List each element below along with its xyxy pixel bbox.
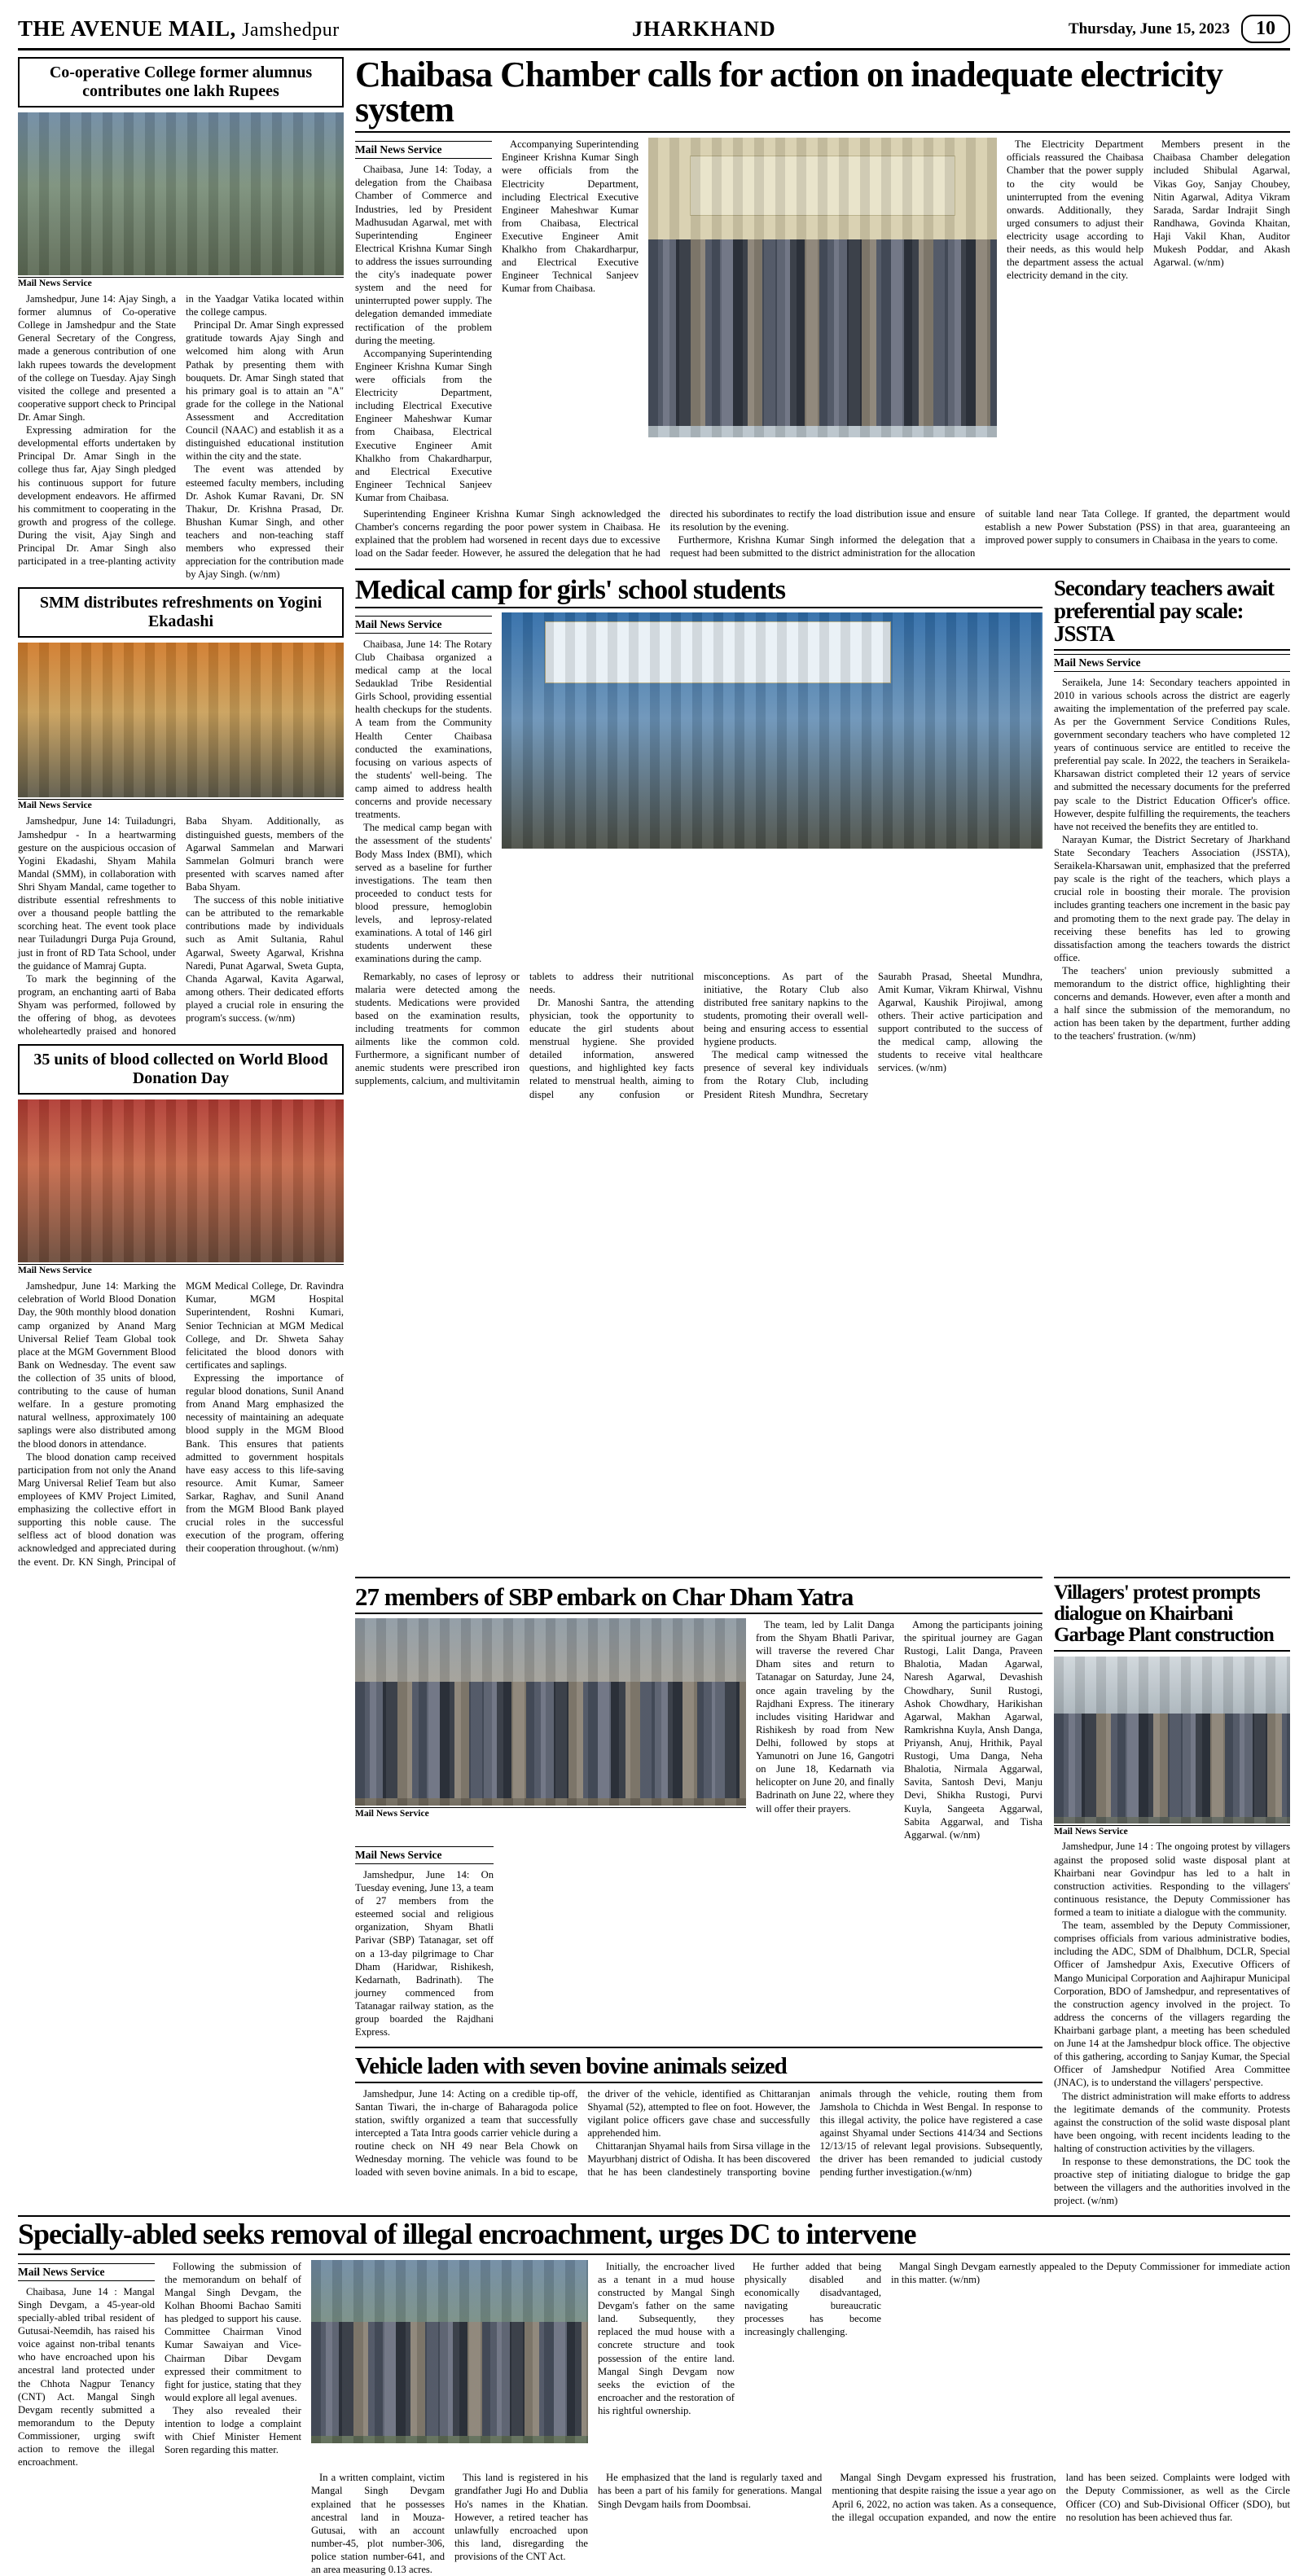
article-encroachment bbox=[18, 2215, 1290, 2576]
encroachment-col5: He further added that being physically disabled and economically disadvantaged, navigating bureaucratic processes has become increasingly challenging. bbox=[744, 2260, 881, 2338]
medical-body-lower: Remarkably, no cases of leprosy or malaria were detected among the students. Medications were provided based on the examination results, including treatments for common ailments like the common cold. Furthermore, a significant number of anemic students were prescribed iron supplements, calcium, and multivitamin tablets to address their nutritional needs. Dr. Manoshi Santra, the attending physician, took the opportunity to educate the girl students about menstrual hygiene. She provided detailed information, answered questions, and highlighted key facts related to menstrual health, aiming to dispel any confusion or misconceptions. As part of the initiative, the Rotary Club also distributed free sanitary napkins to the students, promoting their overall well-being and ensuring access to essential hygiene products. The medical camp witnessed the presence of several key individuals from the Rotary Club, including President Ritesh Mundhra, Secretary Saurabh Prasad, Sheetal Mundhra, Amit Kumar, Vikram Khirwal, Vishnu Agarwal, Kaushik Pirojiwal, among others. Their active participation and support contributed to the success of the medical camp, allowing the students to receive vital healthcare services. (w/nm) bbox=[355, 970, 1042, 1100]
blood-body: Jamshedpur, June 14: Marking the celebration of World Blood Donation Day, the 90th monthly blood donation camp organized by Anand Marg Universal Relief Team Global took place at the MGM Government Blood Bank on Wednesday. The event saw the collection of 35 units of blood, contributing to the cause of human welfare. In a gesture promoting natural wellness, approximately 100 saplings were also distributed among the blood donors in attendance. The blood donation camp received participation from not only the Anand Marg Universal Relief Team but also employees of KMV Project Limited, emphasizing the collective effort in supporting this noble cause. The selfless act of blood donation was acknowledged and appreciated during the event. Dr. KN Singh, Principal of MGM Medical College, Dr. Ravindra Kumar, MGM Hospital Superintendent, Roshni Kumari, Senior Technician at MGM Medical College, and Dr. Shweta Sahay felicitated the blood donors with certificates and saplings. Expressing the importance of regular blood donations, Sunil Anand from Anand Marg emphasized the necessity of maintaining an adequate blood supply in the MGM Blood Bank. This ensures that patients admitted to government hospitals have easy access to this life-saving resource. Amit Kumar, Sameer Sarkar, Raghav, and Sunil Anand from the MGM Blood Bank played crucial roles in the successful execution of the program, offering their cooperation throughout. (w/nm) bbox=[18, 1280, 344, 1568]
chaibasa-body-lower: Superintending Engineer Krishna Kumar Singh acknowledged the Chamber's concerns regarding the poor power system in Chaibasa. He explained that the problem had worsened in recent days due to excessive load on the Sadar feeder. However, he assured the delegation that he had directed his subordinates to rectify the load distribution issue and ensure its resolution by the evening. Furthermore, Krishna Kumar Singh informed the delegation that a request had been submitted to the district administration for the allocation of suitable land near Tata College. If granted, the department would establish a new Power Substation (PSS) in that area, guaranteeing an improved power supply to consumers in Chaibasa in the years to come. bbox=[355, 508, 1290, 560]
smm-photo-caption: Mail News Service bbox=[18, 799, 344, 810]
chaibasa-photo-wrap bbox=[648, 138, 997, 504]
article-char-dham bbox=[355, 1582, 1042, 2039]
chardham-photo-caption: Mail News Service bbox=[355, 1807, 746, 1819]
medical-headline: Medical camp for girls' school students bbox=[355, 577, 1042, 608]
article-smm bbox=[18, 587, 344, 1038]
lower-region bbox=[18, 1577, 1290, 2208]
encroachment-lower-a: In a written complaint, victim Mangal Singh Devgam explained that he possesses ancestral land in Mouza-Gutusai, with an account number-45, plot number-306, police station number-641, and an area measuring 0.13 acres. This land is registered in his grandfather Jugi Ho and Dublia Ho's names in the Khatian. However, a retired teacher has unlawfully encroached upon this land, disregarding the provisions of the CNT Act. bbox=[311, 2472, 588, 2576]
article-villagers bbox=[1054, 1577, 1290, 2208]
encroachment-headline: Specially-abled seeks removal of illegal encroachment, urges DC to intervene bbox=[18, 2220, 1290, 2254]
left-column bbox=[18, 57, 344, 1569]
page-number: 10 bbox=[1241, 15, 1290, 43]
coop-photo-caption: Mail News Service bbox=[18, 277, 344, 288]
chardham-photo bbox=[355, 1618, 746, 1806]
encroachment-col4: Initially, the encroacher lived as a tenant in a mud house constructed by Mangal Singh Devgam's father on the same land. Subsequently, they replaced the mud house with a concrete structure and took possession of the entire land. Mangal Singh Devgam now seeks the eviction of the encroacher and the restoration of his rightful ownership. bbox=[598, 2260, 735, 2416]
article-coop-college bbox=[18, 57, 344, 581]
mid-region bbox=[355, 574, 1290, 1101]
chaibasa-col6: Members present in the Chaibasa Chamber delegation included Shibulal Agarwal, Vikas Goy, Sanjay Choubey, Nitin Agarwal, Aditya Vikram Sarada, Sardar Indrajit Singh Randhawa, Govinda Khaitan, Haji Vakil Khan, Auditor Mukesh Poddar, and Akash Agarwal. (w/nm) bbox=[1153, 138, 1290, 269]
smm-photo bbox=[18, 643, 344, 797]
encroachment-col6: Mangal Singh Devgam earnestly appealed to the Deputy Commissioner for immediate action in this matter. (w/nm) bbox=[891, 2260, 1290, 2285]
top-region bbox=[18, 57, 1290, 1569]
article-bovine bbox=[355, 2055, 1042, 2179]
chardham-headline: 27 members of SBP embark on Char Dham Yatra bbox=[355, 1585, 1042, 1614]
chaibasa-col5: The Electricity Department officials reassured the Chaibasa Chamber that the power supply to the city would be uninterrupted from the evening onwards. Additionally, they urged consumers to adjust their electricity usage according to their needs, as this would help the department assess the actual electricity demand in the city. bbox=[1007, 138, 1143, 282]
masthead-left bbox=[18, 16, 340, 42]
chaibasa-col2: Accompanying Superintending Engineer Krishna Kumar Singh were officials from the Electricity Department, including Electrical Executive Engineer Maheshwar Kumar from Chaibasa, Electrical Executive Engineer Amit Khalkho from Chakardharpur, and Electrical Executive Engineer Technical Sanjeev Kumar from Chaibasa. bbox=[502, 138, 639, 295]
villagers-headline: Villagers' protest prompts dialogue on Khairbani Garbage Plant construction bbox=[1054, 1577, 1290, 1652]
villagers-photo bbox=[1054, 1657, 1290, 1823]
smm-body: Jamshedpur, June 14: Tuiladungri, Jamshedpur - In a heartwarming gesture on the auspicious occasion of Yogini Ekadashi, Shyam Mahila Mandal (SMM), in collaboration with Shri Shyam Mandal, came together to distribute essential refreshments to over a thousand people battling the scorching heat. The event took place near Tuiladungri Durga Puja Ground, just in front of RD Tata School, under the guidance of Mamraj Gupta. To mark the beginning of the program, an enchanting aarti of Baba Shyam was performed, followed by the offering of bhog, as devotees wholeheartedly praised and honored Baba Shyam. Additionally, as distinguished guests, members of the Agarwal Sammelan and Marwari Sammelan Golmuri branch were presented with scarves named after Baba Shyam. The success of this noble initiative can be attributed to the remarkable contributions made by individuals such as Amit Sultania, Rahul Agarwal, Sweety Agarwal, Krishna Naredi, Punat Agarwal, Sweta Gupta, Chanda Agarwal, Kavita Agarwal, among others. Their dedicated efforts played a crucial role in ensuring the program's success. (w/nm) bbox=[18, 815, 344, 1038]
villagers-body: Jamshedpur, June 14 : The ongoing protest by villagers against the proposed solid waste disposal plant at Khairbani near Govindpur has led to a halt in construction activities. Responding to the villagers' continuous resistance, the Deputy Commissioner has formed a team to initiate a dialogue with the community. The team, assembled by the Deputy Commissioner, comprises officials from various administrative bodies, including the ADC, SDM of Dhalbhum, DCLR, Special Officer of Jamshedpur Axis, Executive Officers of Mango Municipal Corporation and Aajhirapur Municipal Corporation, BDO of Jamshedpur, and representatives of the construction agency involved in the project. To address the concerns of the villagers regarding the Khairbani garbage plant, a meeting has been scheduled on June 14 at the Jamshedpur block office. The objective of this gathering, according to Sanjay Kumar, the Special Officer of Jamshedpur Notified Area Committee (JNAC), is to understand the villagers' perspective. The district administration will make efforts to address the legitimate demands of the community. Protests against the construction of the solid waste disposal plant have been ongoing, with recent incidents leading to the halting of construction activities by the villagers. In response to these demonstrations, the DC took the proactive step of initiating dialogue to bridge the gap between the villagers and the authorities involved in the project. (w/nm) bbox=[1054, 1841, 1290, 2207]
medical-photo bbox=[502, 612, 1042, 849]
medical-byline: Mail News Service bbox=[355, 616, 492, 634]
masthead-right bbox=[1069, 15, 1290, 43]
encroachment-col1: Mail News Service Chaibasa, June 14 : Mangal Singh Devgam, a 45-year-old specially-abled tribal resident of Gutusai-Neemdih, has raised his voice against non-tribal tenants who have encroached upon his ancestral land protected under the Chhota Nagpur Tenancy (CNT) Act. Mangal Singh Devgam recently submitted a memorandum to the Deputy Commissioner, urging swift action to remove the illegal encroachment. bbox=[18, 2260, 155, 2469]
chaibasa-headline: Chaibasa Chamber calls for action on inadequate electricity system bbox=[355, 57, 1290, 133]
paper-state: JHARKHAND bbox=[632, 16, 776, 41]
encroachment-photo-wrap bbox=[311, 2260, 588, 2469]
article-jssta bbox=[1054, 577, 1290, 1101]
encroachment-col2: Following the submission of the memorandum on behalf of Mangal Singh Devgam, the Kolhan Bhoomi Bachao Samiti has pledged to support his cause. Committee Chairman Vinod Kumar Sawaiyan and Vice-Chairman Dibar Devgam expressed their commitment to fight for justice, stating that they would explore all legal avenues. They also revealed their intention to lodge a complaint with Chief Minister Hement Soren regarding this matter. bbox=[165, 2260, 301, 2456]
article-blood-donation bbox=[18, 1044, 344, 1568]
chaibasa-photo bbox=[648, 138, 997, 437]
medical-col1: Mail News Service Chaibasa, June 14: The Rotary Club Chaibasa organized a medical camp at the local Sedauklad Tribe Residential Girls School, providing essential health checkups for the students. A team from the Community Health Center Chaibasa conducted the examinations, focusing on various aspects of the students' well-being. The camp aimed to address health concerns and provide necessary treatments. The medical camp began with the assessment of the students' Body Mass Index (BMI), which served as a baseline for further investigations. The team then proceeded to conduct tests for blood pressure, hemoglobin levels, and leprosy-related examinations. A total of 146 girl students underwent these examinations during the camp. bbox=[355, 612, 492, 966]
bovine-body: Jamshedpur, June 14: Acting on a credible tip-off, Santan Tiwari, the in-charge of Baharagoda police station, swiftly organized a team that successfully intercepted a Tata Intra goods carrier vehicle during a routine check on NH 49 near Bela Chowk on Wednesday morning. The vehicle was found to be loaded with seven bovine animals. In a bid to escape, the driver of the vehicle, identified as Chittaranjan Shyamal (52), attempted to flee on foot. However, the vigilant police officers gave chase and successfully apprehended him. Chittaranjan Shyamal hails from Sirsa village in the Mayurbhanj district of Odisha. It has been discovered that he has been clandestinely transporting bovine animals through the vehicle, routing them from Jamshola to Chichda in West Bengal. In response to this illegal activity, the police have registered a case against Shyamal under Sections 414/34 and Sections 12/13/15 of relevant legal provisions. Subsequently, the driver has been remanded to judicial custody pending further investigation.(w/nm) bbox=[355, 2087, 1042, 2179]
chaibasa-byline: Mail News Service bbox=[355, 141, 492, 159]
smm-headline: SMM distributes refreshments on Yogini Ekadashi bbox=[18, 587, 344, 638]
article-medical-camp bbox=[355, 574, 1042, 1101]
right-column bbox=[355, 57, 1290, 1569]
blood-photo bbox=[18, 1099, 344, 1262]
paper-date: Thursday, June 15, 2023 bbox=[1069, 20, 1230, 37]
encroachment-photo bbox=[311, 2260, 588, 2443]
encroachment-byline: Mail News Service bbox=[18, 2263, 155, 2281]
chardham-photo-wrap bbox=[355, 1618, 746, 1841]
paper-city: Jamshedpur bbox=[242, 20, 340, 41]
chardham-byline: Mail News Service bbox=[355, 1846, 494, 1864]
encroachment-lower-b: He emphasized that the land is regularly taxed and has been a part of his family for generations. Mangal Singh Devgam hails from Doombsai. Mangal Singh Devgam expressed his frustration, mentioning that despite raising the issue a year ago on April 6, 2022, no action was taken. As a consequence, the illegal occupation expanded, and now the entire land has been seized. Complaints were lodged with the Deputy Commissioner, as well as the Circle Officer (CO) and Sub-Divisional Officer (SDO), but no resolution has been achieved thus far. bbox=[598, 2472, 1290, 2523]
blood-photo-caption: Mail News Service bbox=[18, 1264, 344, 1275]
paper-title: THE AVENUE MAIL, bbox=[18, 16, 236, 41]
coop-headline: Co-operative College former alumnus contributes one lakh Rupees bbox=[18, 57, 344, 108]
blood-headline: 35 units of blood collected on World Blood Donation Day bbox=[18, 1044, 344, 1095]
bovine-headline: Vehicle laden with seven bovine animals seized bbox=[355, 2055, 1042, 2082]
chaibasa-col1: Mail News Service Chaibasa, June 14: Today, a delegation from the Chaibasa Chamber of Commerce and Industries, led by President Madhusudan Agarwal, met with Superintending Engineer Electrical Krishna Kumar Singh to address the issues surrounding the city's inadequate power system and the need for uninterrupted power supply. The delegation demanded immediate rectification of the problem during the meeting. Accompanying Superintending Engineer Krishna Kumar Singh were officials from the Electricity Department, including Electrical Executive Engineer Maheshwar Kumar from Chaibasa, Electrical Executive Engineer Amit Khalkho from Chakardharpur, and Electrical Executive Engineer Technical Sanjeev Kumar from Chaibasa. bbox=[355, 138, 492, 504]
masthead bbox=[18, 15, 1290, 50]
lower-right bbox=[355, 1577, 1290, 2208]
chardham-col3: The team, led by Lalit Danga from the Shyam Bhatli Parivar, will traverse the revered Char Dham sites and return to Tatanagar on Saturday, June 24, once again traveling by the Rajdhani Express. The itinerary includes visiting Haridwar and Rishikesh by road from New Delhi, followed by stops at Yamunotri on June 16, Gangotri on June 18, Kedarnath via helicopter on June 20, and finally Badrinath on June 22, where they will offer their prayers. bbox=[756, 1619, 894, 1815]
lower-left-block bbox=[355, 1577, 1042, 2208]
article-chaibasa bbox=[355, 57, 1290, 560]
jssta-body: Seraikela, June 14: Secondary teachers appointed in 2010 in various schools across the district are eagerly awaiting the implementation of the preferred pay scale. As per the Government Service Conditions Rules, government secondary teachers who have completed 12 years of continuous service are entitled to receive the preferential pay scale. In 2022, the teachers in Seraikela-Kharsawan district completed their 12 years of service and submitted the necessary documents for the preferred pay scale to the District Education Officer's office. However, despite fulfilling the requirements, the teachers have not received the benefits they are entitled to. Narayan Kumar, the District Secretary of Jharkhand State Secondary Teachers Association (JSSTA), Seraikela-Kharsawan unit, emphasized that the preferred pay scale is the right of the teachers, which plays a crucial role in boosting their morale. The provision includes granting teachers one increment in the basic pay and promoting them to the next grade pay. The delay in receiving these benefits has led to growing dissatisfaction among the teachers towards the district office. The teachers' union previously submitted a memorandum to the district office, highlighting their concerns and demands. However, even after a month and a half since the submission of the memorandum, no action has been taken by the department, further adding to the teachers' frustration. (w/nm) bbox=[1054, 676, 1290, 1042]
chardham-col4: Among the participants joining the spiritual journey are Gagan Rustogi, Lalit Danga, Praveen Bhalotia, Madan Agarwal, Naresh Agarwal, Devashish Chowdhary, Sunil Rustogi, Ashok Chowdhary, Harikishan Agarwal, Makhan Agarwal, Ramkrishna Kuyla, Ansh Danga, Priyansh, Anuj, Hrithik, Payal Rustogi, Uma Danga, Neha Bhalotia, Nirmala Aggarwal, Savita, Santosh Devi, Manju Devi, Shikha Rustogi, Purvi Kuyla, Sangeeta Aggarwal, Sabita Aggarwal, and Tisha Aggarwal. (w/nm) bbox=[904, 1619, 1042, 1841]
coop-photo bbox=[18, 112, 344, 275]
coop-body: Jamshedpur, June 14: Ajay Singh, a former alumnus of Co-operative College in Jamshedpur and the State General Secretary of the Congress, made a generous contribution of one lakh rupees towards the development of the college on Tuesday. Ajay Singh visited the college and presented a cooperative support check to Principal Dr. Amar Singh. Expressing admiration for the developmental efforts undertaken by Principal Dr. Amar Singh in the college thus far, Ajay Singh pledged his continuous support for future development endeavors. He affirmed his commitment to cooperating in the growth and progress of the college. During the visit, Ajay Singh and Principal Dr. Amar Singh also participated in a tree-planting activity in the Yaadgar Vatika located within the college campus. Principal Dr. Amar Singh expressed gratitude towards Ajay Singh and welcomed him along with Arun Pathak by presenting them with bouquets. Dr. Amar Singh stated that his primary goal is to attain an "A" grade for the college in the National Assessment and Accreditation Council (NAAC) and establish it as a distinguished educational institution within the city and the state. The event was attended by esteemed faculty members, including Dr. Ashok Kumar Ravani, Dr. SN Thakur, Dr. Krishna Prasad, Dr. Bhushan Kumar Singh, and other teachers and non-teaching staff members who expressed their appreciation for the contribution made by Ajay Singh. (w/nm) bbox=[18, 293, 344, 581]
jssta-byline: Mail News Service bbox=[1054, 654, 1290, 672]
chardham-col1: Mail News Service Jamshedpur, June 14: On Tuesday evening, June 13, a team of 27 members from the esteemed social and religious organization, Shyam Bhatli Parivar (SBP) Tatanagar, set off on a 13-day pilgrimage to Char Dham (Haridwar, Rishikesh, Kedarnath, Badrinath). The journey commenced from Tatanagar railway station, as the group boarded the Rajdhani Express. bbox=[355, 1843, 494, 2038]
medical-photo-wrap bbox=[502, 612, 1042, 966]
villagers-photo-caption: Mail News Service bbox=[1054, 1825, 1290, 1837]
jssta-headline: Secondary teachers await preferential pay scale: JSSTA bbox=[1054, 577, 1290, 651]
